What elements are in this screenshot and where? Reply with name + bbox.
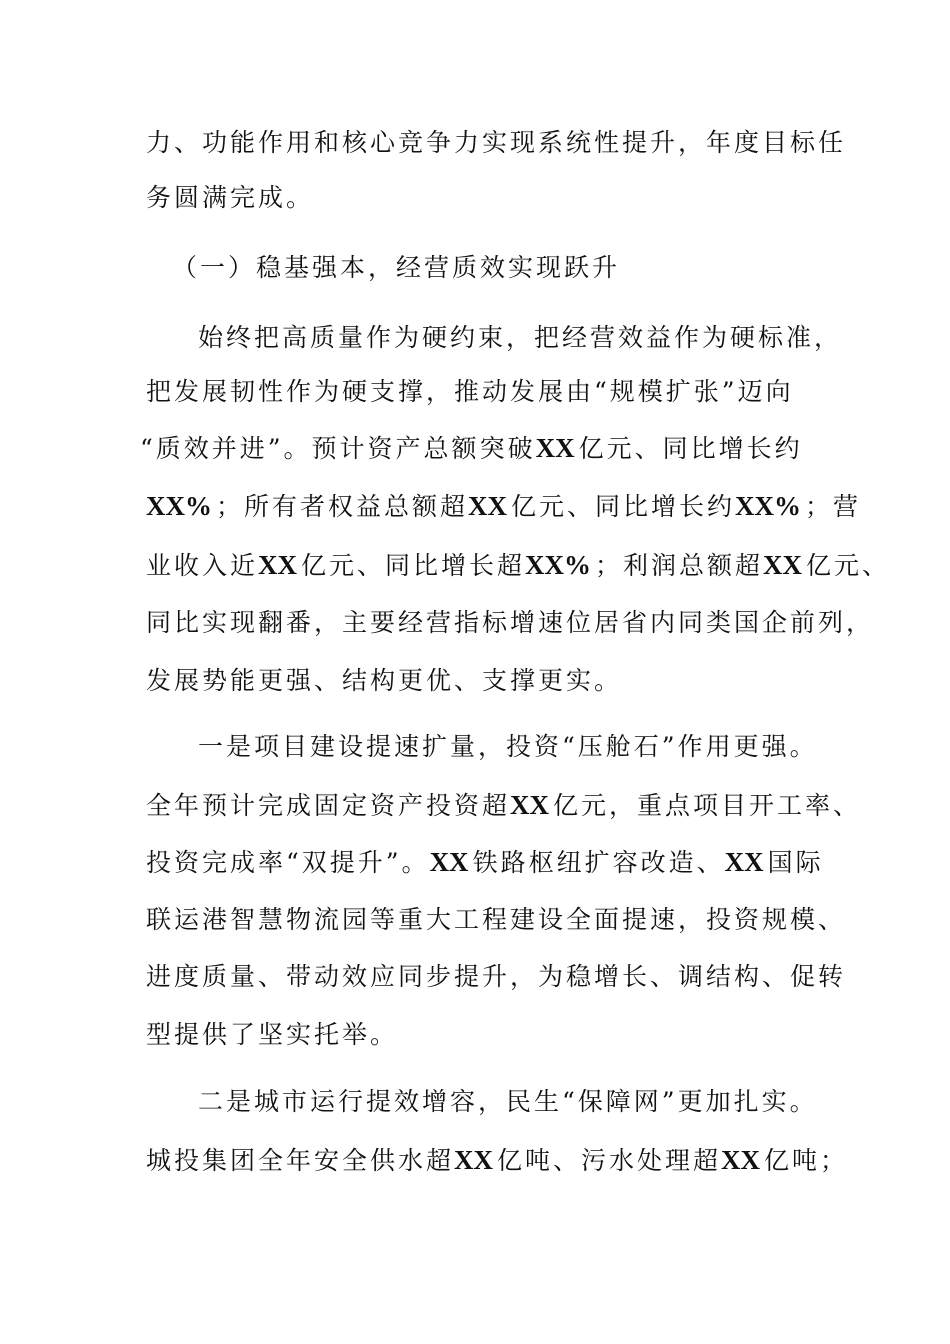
text-line: 全年预计完成固定资产投资超XX 亿元，重点项目开工率、 [146,790,862,820]
placeholder-value: XX [724,847,764,877]
placeholder-value: XX [468,491,508,521]
placeholder-value: XX [429,847,469,877]
text-line: 进度质量、带动效应同步提升，为稳增长、调结构、促转 [146,962,847,991]
placeholder-value: XX% [525,550,592,580]
text-line: 业收入近XX 亿元、同比增长超XX% ；利润总额超XX 亿元、 [146,550,891,580]
text-line: XX% ；所有者权益总额超XX 亿元、同比增长约XX% ；营 [146,491,862,521]
text-line: 一是项目建设提速扩量，投资“压舱石”作用更强。 [198,732,818,761]
placeholder-value: XX% [146,491,212,521]
text-line: 联运港智慧物流园等重大工程建设全面提速，投资规模、 [146,905,847,934]
placeholder-value: XX [454,1145,494,1175]
placeholder-value: XX% [735,491,802,521]
text-line: 力、功能作用和核心竞争力实现系统性提升，年度目标任 [146,128,847,157]
text-line: 把发展韧性作为硬支撑，推动发展由“规模扩张”迈向 [146,377,794,406]
text-line: 城投集团全年安全供水超XX 亿吨、污水处理超XX 亿吨； [146,1145,849,1175]
text-line: 二是城市运行提效增容，民生“保障网”更加扎实。 [198,1087,818,1116]
text-line: 务圆满完成。 [146,183,315,212]
text-line: “质效并进”。预计资产总额突破XX 亿元、同比增长约 [140,433,803,463]
text-line: 同比实现翻番，主要经营指标增速位居省内同类国企前列， [146,608,875,637]
text-line: 型提供了坚实托举。 [146,1020,399,1049]
text-line: 始终把高质量作为硬约束，把经营效益作为硬标准， [198,323,843,352]
placeholder-value: XX [721,1145,761,1175]
text-line: （一）稳基强本，经营质效实现跃升 [172,253,621,282]
placeholder-value: XX [763,550,803,580]
placeholder-value: XX [258,550,298,580]
placeholder-value: XX [510,790,550,820]
text-line: 投资完成率“双提升”。XX 铁路枢纽扩容改造、XX 国际 [146,847,824,877]
text-line: 发展势能更强、结构更优、支撑更实。 [146,666,623,695]
placeholder-value: XX [535,433,575,463]
